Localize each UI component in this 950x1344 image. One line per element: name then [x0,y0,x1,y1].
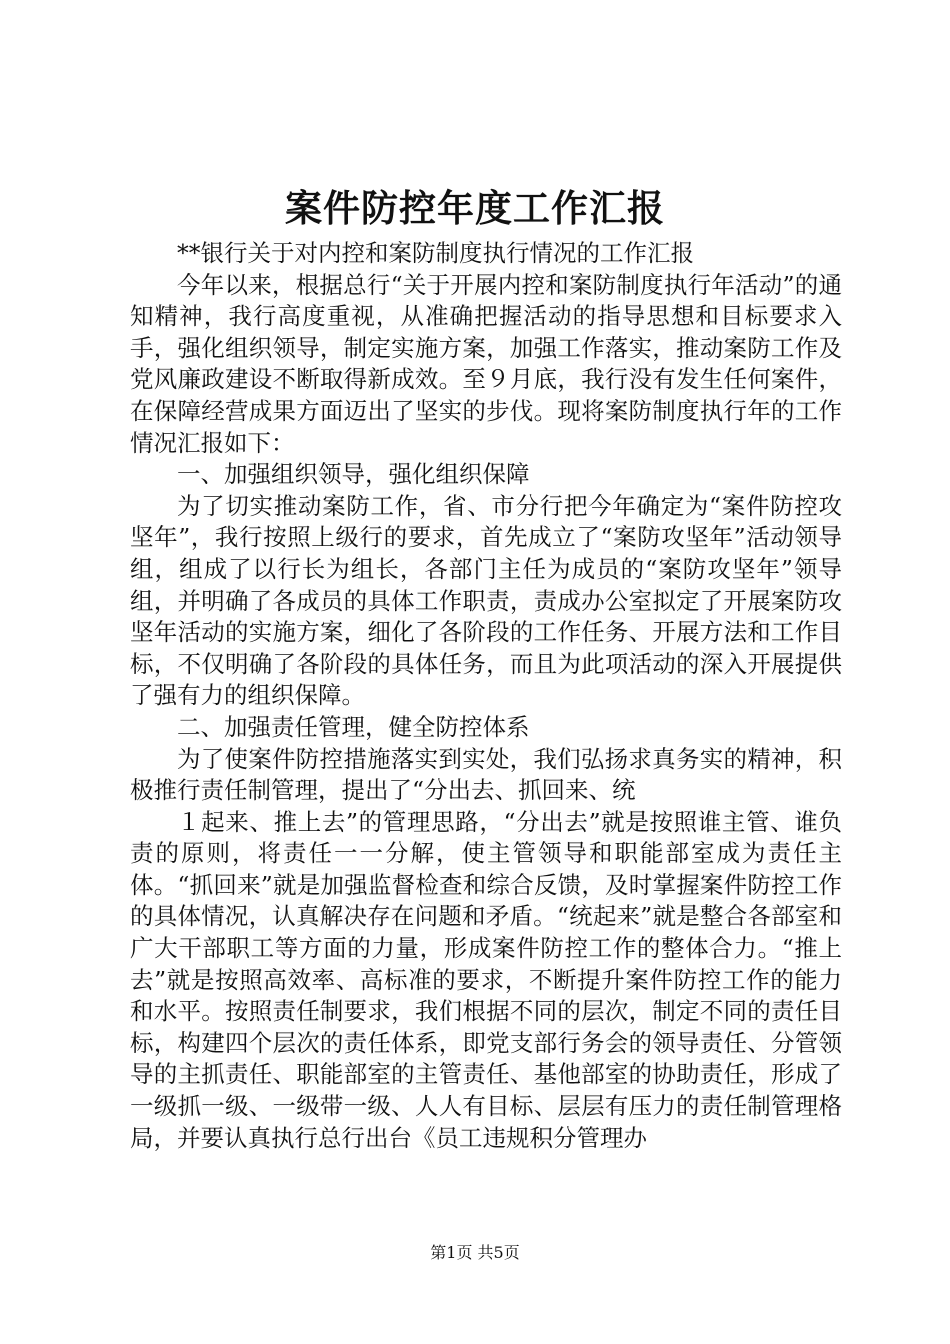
document-title: 案件防控年度工作汇报 [285,186,665,230]
section-1-paragraph: 为了切实推动案防工作，省、市分行把今年确定为“案件防控攻坚年”，我行按照上级行的要求，首先成立了“案防攻坚年”活动领导组，组成了以行长为组长，各部门主任为成员的“案防攻坚年”领导组，并明确了各成员的具体工作职责，责成办公室拟定了开展案防攻坚年活动的实施方案，细化了各阶段的工作任务、开展方法和工作目标，不仅明确了各阶段的具体任务，而且为此项活动的深入开展提供了强有力的组织保障。 [130,491,842,710]
intro-paragraph: 今年以来，根据总行“关于开展内控和案防制度执行年活动”的通知精神，我行高度重视，从准确把握活动的指导思想和目标要求入手，强化组织领导，制定实施方案，加强工作落实，推动案防工作及党风廉政建设不断取得新成效。至９月底，我行没有发生任何案件，在保障经营成果方面迈出了坚实的步伐。现将案防制度执行年的工作情况汇报如下： [130,270,842,457]
report-subtitle: **银行关于对内控和案防制度执行情况的工作汇报 [177,239,694,267]
section-2-paragraph-b: １起来、推上去”的管理思路，“分出去”就是按照谁主管、谁负责的原则，将责任一一分解，使主管领导和职能部室成为责任主体。“抓回来”就是加强监督检查和综合反馈，及时掌握案件防控工作的具体情况，认真解决存在问题和矛盾。“统起来”就是整合各部室和广大干部职工等方面的力量，形成案件防控工作的整体合力。“推上去”就是按照高效率、高标准的要求，不断提升案件防控工作的能力和水平。按照责任制要求，我们根据不同的层次，制定不同的责任目标，构建四个层次的责任体系，即党支部行务会的领导责任、分管领导的主抓责任、职能部室的主管责任、基他部室的协助责任，形成了一级抓一级、一级带一级、人人有目标、层层有压力的责任制管理格局，并要认真执行总行出台《员工违规积分管理办 [130,807,842,1152]
page-number-footer: 第1页 共5页 [430,1243,520,1262]
document-body [130,238,842,1154]
section-heading-2: 二、加强责任管理，健全防控体系 [177,712,530,741]
section-2-paragraph-a: 为了使案件防控措施落实到实处，我们弘扬求真务实的精神，积极推行责任制管理，提出了“分出去、抓回来、统 [130,744,842,805]
section-heading-1: 一、加强组织领导，强化组织保障 [177,460,530,489]
